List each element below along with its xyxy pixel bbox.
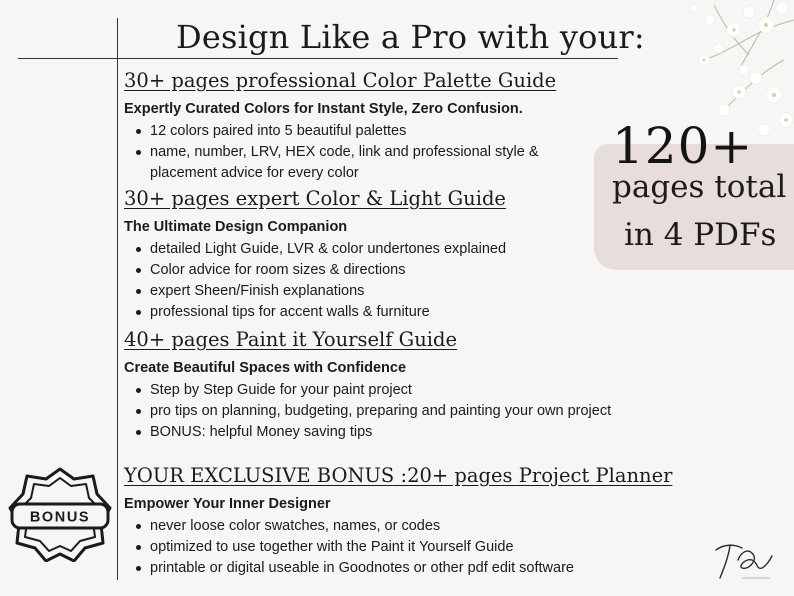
list-item: detailed Light Guide, LVR & color undertones explained [136, 239, 580, 260]
list-item: optimized to use together with the Paint it Yourself Guide [136, 537, 670, 558]
pdf-count-label: in 4 PDFs [624, 217, 777, 253]
section-subtitle: Expertly Curated Colors for Instant Style, Zero Confusion. [124, 101, 523, 117]
bonus-badge-label: BONUS [29, 509, 91, 526]
list-item: expert Sheen/Finish explanations [136, 281, 580, 302]
page-title: Design Like a Pro with your: [176, 18, 645, 56]
list-item: BONUS: helpful Money saving tips [136, 422, 670, 443]
section-title: 30+ pages professional Color Palette Guide [124, 69, 557, 92]
section-title: 40+ pages Paint it Yourself Guide [124, 328, 458, 351]
list-item: 12 colors paired into 5 beautiful palettes [136, 121, 580, 142]
list-item: printable or digital useable in Goodnotes or other pdf edit software [136, 558, 670, 579]
section-subtitle: Create Beautiful Spaces with Confidence [124, 360, 407, 376]
section-title: YOUR EXCLUSIVE BONUS :20+ pages Project Planner [124, 464, 673, 487]
pages-total-label: pages total [612, 169, 787, 205]
list-item: professional tips for accent walls & furniture [136, 302, 580, 323]
section-subtitle: The Ultimate Design Companion [124, 219, 348, 235]
section-title: 30+ pages expert Color & Light Guide [124, 187, 506, 210]
list-item: never loose color swatches, names, or codes [136, 516, 670, 537]
section-project-planner-bonus [124, 463, 684, 579]
section-paint-it-yourself-guide [124, 327, 684, 443]
signature-logo [712, 540, 776, 584]
bonus-badge-icon [8, 466, 112, 562]
left-divider [117, 18, 118, 580]
header-divider [18, 58, 618, 59]
section-subtitle: Empower Your Inner Designer [124, 496, 331, 512]
list-item: pro tips on planning, budgeting, preparing and painting your own project [136, 401, 670, 422]
pages-total-number: 120+ [612, 117, 754, 175]
list-item: name, number, LRV, HEX code, link and professional style & placement advice for every color [136, 142, 580, 184]
list-item: Color advice for room sizes & directions [136, 260, 580, 281]
list-item: Step by Step Guide for your paint project [136, 380, 670, 401]
